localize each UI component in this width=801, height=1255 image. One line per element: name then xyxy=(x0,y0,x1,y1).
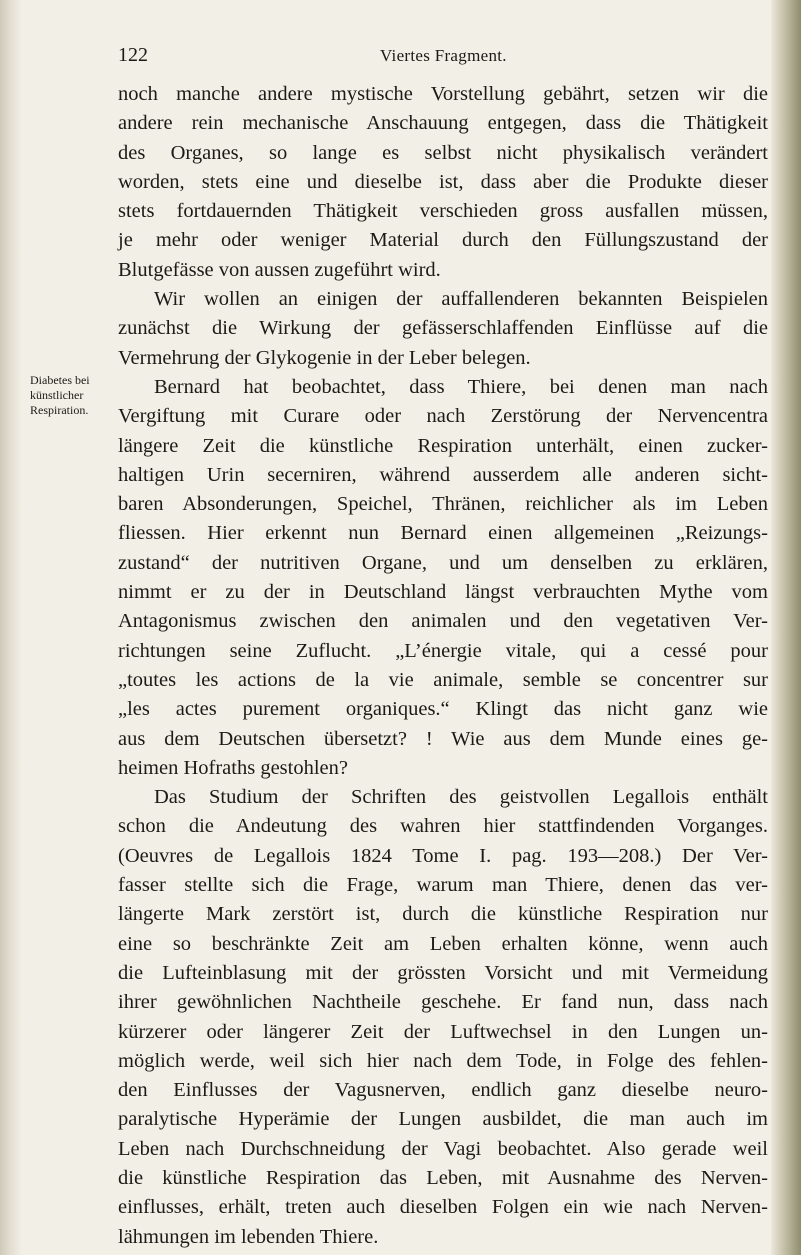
text-line: andere rein mechanische Anschauung entgegen, dass die Thätigkeit xyxy=(118,112,768,135)
text-line: je mehr oder weniger Material durch den Füllungszustand der xyxy=(118,229,768,252)
text-line: den Einflusses der Vagusnerven, endlich ganz dieselbe neuro- xyxy=(118,1079,768,1102)
text-line: einflusses, erhält, treten auch dieselben Folgen ein wie nach Nerven- xyxy=(118,1196,768,1219)
text-line: Vermehrung der Glykogenie in der Leber belegen. xyxy=(118,346,531,369)
page-edge xyxy=(771,0,801,1255)
page-header xyxy=(118,44,766,68)
text-line: aus dem Deutschen übersetzt? ! Wie aus dem Munde eines ge- xyxy=(118,727,768,750)
book-gutter xyxy=(0,0,22,1255)
margin-note-line: Respiration. xyxy=(30,403,89,417)
text-line: Wir wollen an einigen der auffallenderen bekannten Beispielen xyxy=(154,288,768,311)
text-line: Antagonismus zwischen den animalen und den vegetativen Ver- xyxy=(118,610,768,633)
text-line: lähmungen im lebenden Thiere. xyxy=(118,1225,379,1248)
text-line: kürzerer oder längerer Zeit der Luftwechsel in den Lungen un- xyxy=(118,1020,768,1043)
text-line: zustand“ der nutritiven Organe, und um denselben zu erklären, xyxy=(118,551,768,574)
text-line: fliessen. Hier erkennt nun Bernard einen allgemeinen „Reizungs- xyxy=(118,522,768,545)
text-line: des Organes, so lange es selbst nicht physikalisch verändert xyxy=(118,141,768,164)
text-line: längere Zeit die künstliche Respiration unterhält, einen zucker- xyxy=(118,434,768,457)
paragraph xyxy=(118,80,768,285)
text-line: paralytische Hyperämie der Lungen ausbildet, die man auch im xyxy=(118,1108,768,1131)
margin-note-line: Diabetes bei xyxy=(30,373,90,387)
text-line: noch manche andere mystische Vorstellung gebährt, setzen wir die xyxy=(118,83,768,105)
text-line: Das Studium der Schriften des geistvollen Legallois enthält xyxy=(154,786,768,809)
text-line: stets fortdauernden Thätigkeit verschieden gross ausfallen müssen, xyxy=(118,200,768,223)
text-line: haltigen Urin secerniren, während ausserdem alle anderen sicht- xyxy=(118,463,768,486)
page-number: 122 xyxy=(118,44,148,66)
text-line: worden, stets eine und dieselbe ist, dass aber die Produkte dieser xyxy=(118,170,768,193)
text-line: die künstliche Respiration das Leben, mit Ausnahme des Nerven- xyxy=(118,1166,768,1189)
text-line: ihrer gewöhnlichen Nachtheile geschehe. Er fand nun, dass nach xyxy=(118,991,768,1014)
text-line: möglich werde, weil sich hier nach dem Tode, in Folge des fehlen- xyxy=(118,1049,768,1072)
paragraph xyxy=(118,285,768,373)
text-line: Bernard hat beobachtet, dass Thiere, bei denen man nach xyxy=(154,375,768,398)
text-line: richtungen seine Zuflucht. „L’énergie vitale, qui a cessé pour xyxy=(118,639,768,662)
text-line: die Lufteinblasung mit der grössten Vorsicht und mit Vermeidung xyxy=(118,961,768,984)
text-line: zunächst die Wirkung der gefässerschlaffenden Einflüsse auf die xyxy=(118,317,768,340)
text-line: (Oeuvres de Legallois 1824 Tome I. pag. 193—208.) Der Ver- xyxy=(118,844,768,867)
text-line: Vergiftung mit Curare oder nach Zerstörung der Nervencentra xyxy=(118,405,768,428)
margin-note-line: künstlicher xyxy=(30,388,84,402)
text-line: Leben nach Durchschneidung der Vagi beobachtet. Also gerade weil xyxy=(118,1137,768,1160)
text-line: „les actes purement organiques.“ Klingt das nicht ganz wie xyxy=(118,698,768,721)
text-line: Blutgefässe von aussen zugeführt wird. xyxy=(118,258,441,281)
margin-note xyxy=(30,373,114,418)
text-line: baren Absonderungen, Speichel, Thränen, reichlicher als im Leben xyxy=(118,493,768,516)
paragraph xyxy=(118,373,768,783)
running-head: Viertes Fragment. xyxy=(380,46,507,65)
text-line: „toutes les actions de la vie animale, semble se concentrer sur xyxy=(118,668,768,691)
body-text xyxy=(118,80,768,1252)
text-line: heimen Hofraths gestohlen? xyxy=(118,756,348,779)
text-line: schon die Andeutung des wahren hier stattfindenden Vorganges. xyxy=(118,815,768,838)
text-line: fasser stellte sich die Frage, warum man Thiere, denen das ver- xyxy=(118,874,768,897)
paragraph xyxy=(118,783,768,1252)
text-line: eine so beschränkte Zeit am Leben erhalten könne, wenn auch xyxy=(118,932,768,955)
text-line: längerte Mark zerstört ist, durch die künstliche Respiration nur xyxy=(118,903,768,926)
text-line: nimmt er zu der in Deutschland längst verbrauchten Mythe vom xyxy=(118,581,768,604)
